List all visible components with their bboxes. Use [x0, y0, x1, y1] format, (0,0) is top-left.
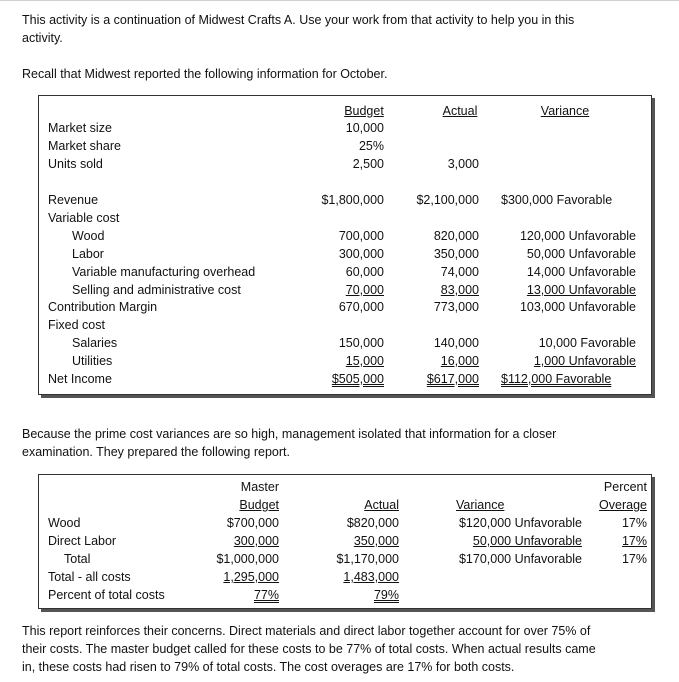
r1-sga-label: Selling and administrative cost — [72, 283, 241, 297]
r1-market-share-label: Market share — [48, 139, 121, 153]
closing-line-3: in, these costs had risen to 79% of total costs. The cost overages are 17% for both costs. — [22, 660, 515, 674]
r2-direct-labor-label: Direct Labor — [48, 534, 117, 548]
prime-cost-report-box — [38, 474, 652, 609]
r1-sga-budget: 70,000 — [345, 283, 384, 297]
r1-revenue-actual: $2,100,000 — [416, 193, 479, 207]
r2-total-label: Total — [64, 552, 91, 566]
r1-vmo-actual: 74,000 — [440, 265, 479, 279]
r2-direct-labor-budget: 300,000 — [233, 534, 279, 548]
middle-line-2: examination. They prepared the following report. — [22, 445, 290, 459]
r1-revenue-label: Revenue — [48, 193, 99, 207]
r1-market-size-budget: 10,000 — [345, 121, 384, 135]
r2-wood-variance: $120,000 Unfavorable — [458, 516, 582, 530]
r1-revenue-variance: $300,000 Favorable — [501, 193, 613, 207]
recall-sentence: Recall that Midwest reported the following information for October. — [22, 67, 388, 81]
r2-percent-total-budget: 77% — [253, 588, 279, 602]
r1-contribution-actual: 773,000 — [433, 300, 479, 314]
r1-wood-budget: 700,000 — [338, 229, 384, 243]
r1-contribution-budget: 670,000 — [338, 300, 384, 314]
r1-labor-label: Labor — [72, 247, 104, 261]
r1-contribution-variance: 103,000 Unfavorable — [519, 300, 636, 314]
r1-revenue-budget: $1,800,000 — [321, 193, 384, 207]
r2-header-budget: Budget — [239, 498, 279, 512]
r1-utilities-variance: 1,000 Unfavorable — [533, 354, 636, 368]
r1-salaries-label: Salaries — [72, 336, 118, 350]
r1-salaries-budget: 150,000 — [338, 336, 384, 350]
r1-utilities-budget: 15,000 — [345, 354, 384, 368]
october-report-box — [38, 95, 652, 395]
r1-wood-variance: 120,000 Unfavorable — [519, 229, 636, 243]
intro-line-2: activity. — [22, 31, 63, 45]
r1-header-actual: Actual — [442, 104, 478, 118]
r2-percent-total-label: Percent of total costs — [48, 588, 165, 602]
r1-header-budget: Budget — [344, 104, 384, 118]
intro-line-1: This activity is a continuation of Midwest Crafts A. Use your work from that activity to help you in this — [22, 13, 575, 27]
r1-salaries-variance: 10,000 Favorable — [538, 336, 636, 350]
r1-net-income-budget: $505,000 — [331, 372, 384, 386]
intro-paragraph — [22, 11, 574, 47]
closing-paragraph — [22, 622, 596, 676]
r2-header-master: Master — [240, 480, 279, 494]
r1-net-income-variance: $112,000 Favorable — [501, 372, 612, 386]
r2-direct-labor-variance: 50,000 Unfavorable — [472, 534, 582, 548]
closing-line-1: This report reinforces their concerns. Direct materials and direct labor together account for over 75% of — [22, 624, 591, 638]
middle-paragraph — [22, 425, 556, 461]
r1-market-share-budget: 25% — [358, 139, 384, 153]
r2-wood-label: Wood — [48, 516, 81, 530]
r2-total-variance: $170,000 Unfavorable — [458, 552, 582, 566]
r1-utilities-label: Utilities — [72, 354, 113, 368]
r2-total-all-budget: 1,295,000 — [223, 570, 279, 584]
r1-labor-budget: 300,000 — [338, 247, 384, 261]
r1-net-income-actual: $617,000 — [426, 372, 479, 386]
top-divider — [0, 0, 679, 1]
r2-percent-total-actual: 79% — [373, 588, 399, 602]
r1-contribution-label: Contribution Margin — [48, 300, 158, 314]
r2-direct-labor-percent: 17% — [621, 534, 647, 548]
r2-wood-actual: $820,000 — [346, 516, 399, 530]
r1-market-size-label: Market size — [48, 121, 112, 135]
r1-labor-variance: 50,000 Unfavorable — [526, 247, 636, 261]
r1-utilities-actual: 16,000 — [440, 354, 479, 368]
r1-fixed-cost-label: Fixed cost — [48, 318, 105, 332]
r2-total-percent: 17% — [621, 552, 647, 566]
r1-sga-actual: 83,000 — [440, 283, 479, 297]
r2-total-all-label: Total - all costs — [48, 570, 131, 584]
r2-wood-percent: 17% — [621, 516, 647, 530]
r2-header-overage: Overage — [599, 498, 647, 512]
r1-units-sold-label: Units sold — [48, 157, 103, 171]
r1-units-sold-actual: 3,000 — [447, 157, 479, 171]
r1-vmo-variance: 14,000 Unfavorable — [526, 265, 636, 279]
r1-wood-label: Wood — [72, 229, 105, 243]
middle-line-1: Because the prime cost variances are so high, management isolated that information for a closer — [22, 427, 557, 441]
r1-vmo-label: Variable manufacturing overhead — [72, 265, 256, 279]
r2-total-actual: $1,170,000 — [336, 552, 399, 566]
r1-wood-actual: 820,000 — [433, 229, 479, 243]
r1-labor-actual: 350,000 — [433, 247, 479, 261]
r2-total-all-actual: 1,483,000 — [343, 570, 399, 584]
r1-salaries-actual: 140,000 — [433, 336, 479, 350]
r1-sga-variance: 13,000 Unfavorable — [526, 283, 636, 297]
r1-header-variance: Variance — [540, 104, 590, 118]
r2-header-percent: Percent — [603, 480, 647, 494]
r2-direct-labor-actual: 350,000 — [353, 534, 399, 548]
r1-net-income-label: Net Income — [48, 372, 112, 386]
closing-line-2: their costs. The master budget called for these costs to be 77% of total costs. When actual results came — [22, 642, 596, 656]
r2-wood-budget: $700,000 — [226, 516, 279, 530]
r1-units-sold-budget: 2,500 — [352, 157, 384, 171]
r1-vmo-budget: 60,000 — [345, 265, 384, 279]
r1-variable-cost-label: Variable cost — [48, 211, 120, 225]
r2-header-variance: Variance — [456, 498, 505, 512]
r2-header-actual: Actual — [364, 498, 399, 512]
r2-total-budget: $1,000,000 — [216, 552, 279, 566]
